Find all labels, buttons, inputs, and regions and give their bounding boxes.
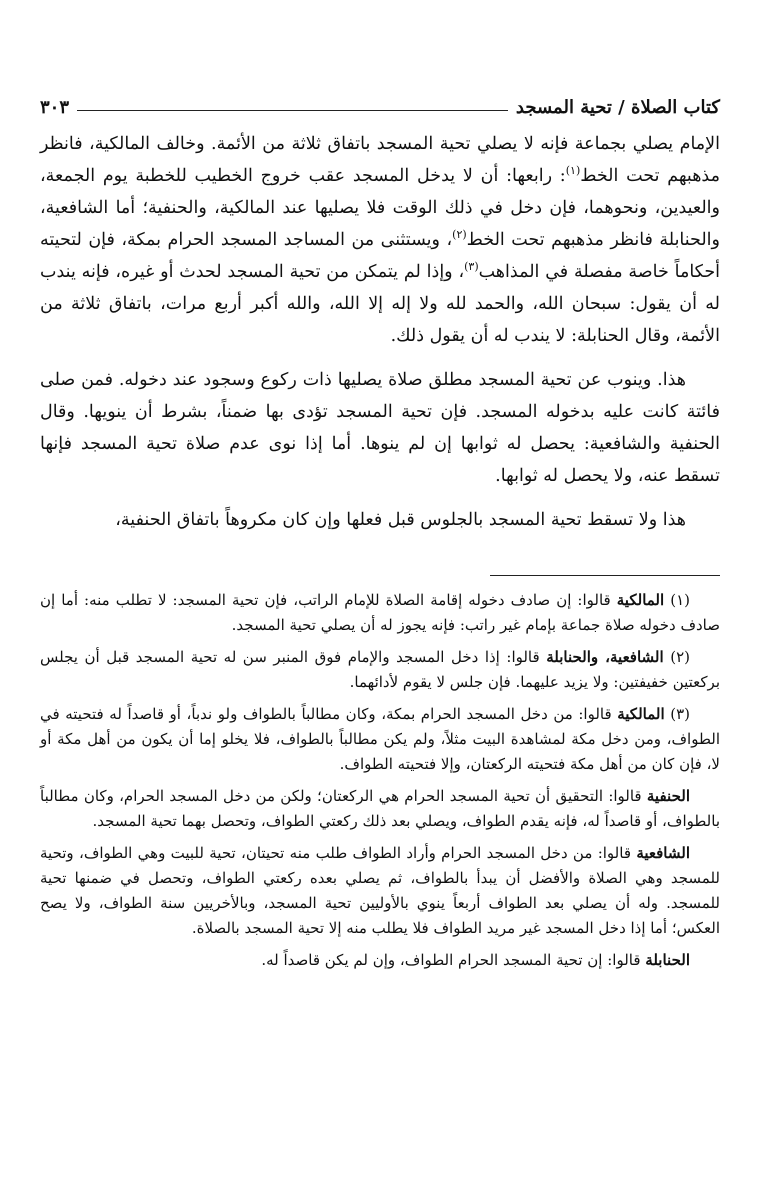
footnote-3-hanbali [40,948,720,973]
paragraph-1 [40,128,720,352]
paragraph-2: هذا. وينوب عن تحية المسجد مطلق صلاة يصليها ذات ركوع وسجود عند دخوله. فمن صلى فائتة كانت عليه بدخوله المسجد. فإن تحية المسجد تؤدى بها ضمناً، بشرط أن ينويها. وقال الحنفية والشافعية: يحصل له ثوابها إن لم ينوها. أما إذا نوى عدم صلاة تحية المسجد فإنها تسقط عنه، ولا يحصل له ثوابها. [40,370,720,486]
running-header [40,88,720,118]
page-number: ٣٠٣ [40,97,70,118]
footnote-ref-3: (٣) [464,260,479,274]
footnote-ref-1: (١) [565,164,581,178]
paragraph-3: هذا ولا تسقط تحية المسجد بالجلوس قبل فعلها وإن كان مكروهاً باتفاق الحنفية، [115,510,686,530]
footnote-2-text: قالوا: إذا دخل المسجد والإمام فوق المنبر سن له تحية المسجد قبل أن يجلس بركعتين خفيفتين: ولا يزيد عليهما. فإن جلس لا يقوم لأدائهما. [40,648,720,691]
footnote-1-number: (١) [670,591,690,609]
p1-text-d: ، وإذا لم يتمكن من تحية المسجد لحدث أو غيره، فإنه يندب له أن يقول: سبحان الله، والحمد لله ولا إله إلا الله، والله أكبر أربع مرات، باتفاق ثلاثة من الأئمة، وقال الحنابلة: لا يندب له أن يقول ذلك. [40,262,720,346]
footnote-1-text: قالوا: إن صادف دخوله إقامة الصلاة للإمام الراتب، فإن تحية المسجد: لا تطلب منه: أما إن صادف دخوله صلاة جماعة بإمام غير راتب: فإنه يجوز له أن يصلي تحية المسجد. [40,591,720,634]
footnote-3 [40,702,720,777]
footnote-3-text: قالوا: من دخل المسجد الحرام بمكة، وكان مطالباً بالطواف ولو ندباً، أو قاصداً له فتحيته في الطواف، ومن دخل مكة لمشاهدة البيت مثلاً، ولم يكن مطالباً بالطواف، فلا يخلو إما أن يكون من أهل مكة أو لا، فإن كان من أهل مكة فتحيته الركعتان، وإلا فتحيته الطواف. [40,705,720,773]
footnote-shafii-text: قالوا: من دخل المسجد الحرام وأراد الطواف طلب منه تحيتان، تحية للبيت وهي الطواف، وتحية للمسجد وهي الصلاة والأفضل أن يبدأ بالطواف، ثم يصلي بعده ركعتي الطواف، وتحصل في ضمنها تحية للمسجد. وله أن يصلي بعد الطواف أربعاً ينوي بالأوليين تحية المسجد، وبالأخريين سنة الطواف، ولا يصح العكس؛ أما إذا دخل المسجد غير مريد الطواف فلا يطلب منه إلا تحية المسجد بالصلاة. [40,844,720,937]
footnote-3-school: المالكية [617,705,665,723]
p1-text-b: : رابعها: أن لا يدخل المسجد عقب خروج الخطيب للخطبة يوم الجمعة، والعيدين، ونحوهما، فإن دخل في ذلك الوقت فلا يصليها عند المالكية، والحنفية؛ أما الشافعية، والحنابلة فانظر مذهبهم تحت الخط [40,166,720,250]
footnotes [40,588,720,980]
footnote-ref-2: (٢) [452,228,467,242]
footnote-1-school: المالكية [616,591,665,609]
footnote-2-number: (٢) [670,648,690,666]
footnote-3-number: (٣) [670,705,690,723]
footnote-shafii-school: الشافعية [636,844,690,862]
footnote-hanbali-school: الحنابلة [645,951,690,969]
footnote-hanbali-text: قالوا: إن تحية المسجد الحرام الطواف، وإن لم يكن قاصداً له. [261,951,641,969]
p1-text-a: الإمام يصلي بجماعة فإنه لا يصلي تحية المسجد باتفاق ثلاثة من الأئمة. وخالف المالكية، فانظر مذهبهم تحت الخط [40,134,720,186]
footnote-hanafi-school: الحنفية [646,787,690,805]
footnote-hanafi-text: قالوا: التحقيق أن تحية المسجد الحرام هي الركعتان؛ ولكن من دخل المسجد الحرام، وكان مطالباً بالطواف، أو قاصداً له، فإنه يقدم الطواف، ويصلي بعد ذلك ركعتي الطواف، وتحصل بهما تحية المسجد. [40,787,720,830]
footnote-1 [40,588,720,638]
chapter-title: كتاب الصلاة / تحية المسجد [515,97,720,118]
footnote-2 [40,645,720,695]
main-text [40,128,720,548]
p1-text-c: ، ويستثنى من المساجد المسجد الحرام بمكة، فإن لتحيته أحكاماً خاصة مفصلة في المذاهب [40,230,720,282]
footnote-3-shafii [40,841,720,941]
footnote-separator [490,575,720,576]
footnote-3-hanafi [40,784,720,834]
header-rule [77,110,508,111]
footnote-2-school: الشافعية، والحنابلة [546,648,664,666]
